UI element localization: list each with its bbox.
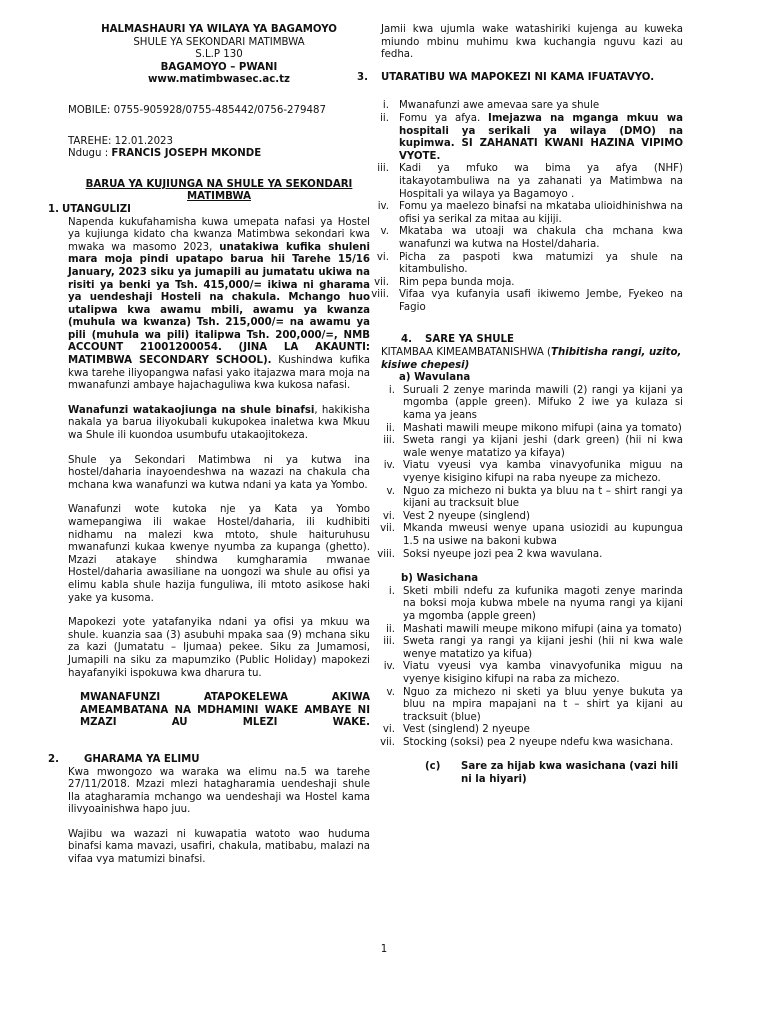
list-item bbox=[371, 460, 683, 485]
item-text: Vifaa vya kufanyia usafi ikiwemo Jembe, Fyekeo na Fagio bbox=[399, 289, 683, 313]
list-item bbox=[371, 687, 683, 725]
right-column bbox=[357, 24, 683, 787]
po-box: S.L.P 130 bbox=[195, 49, 243, 61]
item-text: Nguo za michezo ni bukta ya bluu na t – shirt rangi ya kijani au tracksuit blue bbox=[403, 485, 683, 510]
uniform-intro-text: KITAMBAA KIMEAMBATANISHWA ( bbox=[381, 347, 552, 359]
private-school-text: , hakikisha nakala ya barua iliyokubali kukupokea inaletwa kwa Mkuu wa Shule ili kuondoa usumbufu utakaojitokeza. bbox=[68, 404, 370, 442]
list-item bbox=[371, 636, 683, 661]
item-number: ii. bbox=[386, 623, 395, 635]
boys-heading: a) Wavulana bbox=[399, 372, 471, 384]
item-text: Nguo za michezo ni sketi ya bluu yenye bukuta ya bluu na mpira mapajani na t – shirt ya kijani au tracksuit (blue) bbox=[403, 686, 683, 723]
item-number: v. bbox=[386, 485, 395, 497]
uniform-intro-note: Thibitisha rangi, uzito, kisiwe chepesi) bbox=[381, 347, 682, 371]
list-item bbox=[361, 289, 683, 314]
list-item bbox=[371, 486, 683, 511]
list-item bbox=[371, 549, 683, 562]
section-4-heading bbox=[401, 334, 683, 347]
section-2-title: GHARAMA YA ELIMU bbox=[84, 753, 200, 765]
list-item bbox=[361, 252, 683, 277]
section-3-heading bbox=[357, 72, 683, 85]
item-text: Fomu ya maelezo binafsi na mkataba ulioidhinishwa na ofisi ya serikal za mitaa au kijiji. bbox=[399, 201, 683, 225]
item-text-plain: Fomu ya afya. bbox=[399, 112, 489, 124]
item-text: Mashati mawili meupe mikono mifupi (aina ya tomato) bbox=[403, 623, 682, 635]
list-item bbox=[361, 100, 683, 113]
letter-title-line1: BARUA YA KUJIUNGA NA SHULE YA SEKONDARI bbox=[85, 178, 353, 190]
item-number: vii. bbox=[374, 276, 389, 288]
reception-list bbox=[361, 100, 683, 314]
school-website: www.matimbwasec.ac.tz bbox=[148, 74, 290, 86]
council-name: HALMASHAURI YA WILAYA YA BAGAMOYO bbox=[101, 24, 337, 35]
item-text: Viatu vyeusi vya kamba vinavyofunika miguu na vyenye kisigino kifupi na raba za michezo. bbox=[403, 661, 683, 685]
item-number: i. bbox=[382, 100, 389, 112]
list-item bbox=[361, 113, 683, 163]
page-number: 1 bbox=[380, 944, 388, 955]
section-1-heading bbox=[48, 203, 370, 217]
hijab-heading bbox=[381, 761, 683, 786]
item-number: ii. bbox=[380, 112, 389, 124]
item-text: Mkataba wa utoaji wa chakula cha mchana kwa wanafunzi wa kutwa na Hostel/daharia. bbox=[399, 226, 683, 250]
mobile-numbers: MOBILE: 0755-905928/0755-485442/0756-279487 bbox=[68, 104, 326, 116]
item-number: vi. bbox=[376, 251, 389, 263]
section-2-heading bbox=[48, 753, 370, 767]
intro-text: Napenda kukufahamisha kuwa umepata nafasi ya Hostel ya kujiunga kidato cha kwanza Matimbwa sekondari kwa mwaka wa masomo 2023, bbox=[68, 216, 370, 253]
list-item bbox=[371, 523, 683, 548]
item-text: Suruali 2 zenye marinda mawili (2) rangi ya kijani ya mgomba (apple green). Mifuko 2 iwe ya kulaza si kama ya jeans bbox=[403, 384, 683, 422]
item-number: vi. bbox=[382, 510, 395, 522]
section-4-title: SARE YA SHULE bbox=[425, 334, 514, 346]
item-number: i. bbox=[388, 384, 395, 396]
intro-tail: Kushindwa kufika kwa tarehe iliyopangwa nafasi yako itajazwa mara moja na mwanafunzi ambaye hajachaguliwa kwa kukosa nafasi. bbox=[68, 355, 370, 392]
section-4-number: 4. bbox=[401, 334, 412, 346]
hijab-number: (c) bbox=[425, 761, 441, 773]
list-item bbox=[371, 661, 683, 686]
list-item bbox=[371, 511, 683, 524]
list-item bbox=[371, 586, 683, 624]
list-item bbox=[371, 737, 683, 750]
item-text-bold: Imejazwa na mganga mkuu wa hospitali ya serikali ya wilaya (DMO) na kupimwa. SI ZAHANATI KWANI HAZINA VIPIMO VYOTE. bbox=[399, 112, 683, 162]
section-2-number: 2. bbox=[48, 753, 59, 765]
school-name: SHULE YA SEKONDARI MATIMBWA bbox=[133, 36, 305, 48]
salutation bbox=[68, 148, 370, 161]
intro-paragraph bbox=[68, 217, 370, 393]
item-text: Sketi mbili ndefu za kufunika magoti zenye marinda na boksi moja kubwa mbele na nyuma rangi ya kijani ya mgomba (apple green) bbox=[403, 585, 683, 622]
item-number: i. bbox=[388, 585, 395, 597]
letter-date: TAREHE: 12.01.2023 bbox=[68, 135, 174, 147]
section-3-number: 3. bbox=[357, 71, 368, 83]
guardian-notice: MWANAFUNZI ATAPOKELEWA AKIWA AMEAMBATANA NA MDHAMINI WAKE AMBAYE NI MZAZI AU MLEZI WAKE. bbox=[80, 692, 370, 729]
item-text: Vest 2 nyeupe (singlend) bbox=[403, 510, 530, 522]
private-school-lead: Wanafunzi watakaojiunga na shule binafsi bbox=[68, 404, 315, 416]
item-number: viii. bbox=[377, 548, 395, 560]
school-location: BAGAMOYO – PWANI bbox=[160, 61, 278, 73]
boys-uniform-list bbox=[371, 385, 683, 561]
community-paragraph: Jamii kwa ujumla wake watashiriki kujenga au kuweka miundo mbinu muhimu kwa kuchangia nguvu kazi au fedha. bbox=[381, 24, 683, 61]
section-3-title: UTARATIBU WA MAPOKEZI NI KAMA IFUATAVYO. bbox=[381, 71, 655, 83]
item-text: Soksi nyeupe jozi pea 2 kwa wavulana. bbox=[403, 548, 603, 560]
item-text: Sweta rangi ya kijani jeshi (dark green) (hii ni kwa wale wenye matatizo ya kifaya) bbox=[403, 435, 683, 459]
list-item bbox=[371, 724, 683, 737]
item-number: ii. bbox=[386, 422, 395, 434]
item-text: Kadi ya mfuko wa bima ya afya (NHF) itakayotambuliwa na ya zahanati ya Matimbwa na Hospitali ya wilaya ya Bagamoyo . bbox=[399, 163, 683, 200]
item-text: Mkanda mweusi wenye upana usiozidi au kupungua 1.5 na usiwe na bakoni kubwa bbox=[403, 523, 683, 547]
list-item bbox=[371, 423, 683, 436]
reception-paragraph: Mapokezi yote yatafanyika ndani ya ofisi ya mkuu wa shule. kuanzia saa (3) asubuhi mpaka saa (9) mchana siku za kazi (Jumatatu – Ijumaa) pekee. Siku za Jumamosi, Jumapili na siku za mapumziko (Public Holiday) mapokezi hayafanyiki ispokuwa kwa dharura tu. bbox=[68, 617, 370, 679]
item-text: Picha za paspoti kwa matumizi ya shule na kitambulisho. bbox=[399, 251, 683, 276]
item-number: iv. bbox=[383, 460, 395, 472]
list-item bbox=[361, 201, 683, 226]
list-item bbox=[361, 277, 683, 290]
list-item bbox=[361, 226, 683, 251]
left-column bbox=[48, 24, 370, 867]
item-number: iii. bbox=[383, 636, 395, 648]
list-item bbox=[371, 435, 683, 460]
recipient-name: FRANCIS JOSEPH MKONDE bbox=[111, 148, 262, 160]
item-text: Mwanafunzi awe amevaa sare ya shule bbox=[399, 100, 600, 112]
item-number: iii. bbox=[383, 435, 395, 447]
item-text: Sweta rangi ya rangi ya kijani jeshi (hii ni kwa wale wenye matatizo ya kifua) bbox=[403, 636, 683, 660]
boarding-paragraph: Wanafunzi wote kutoka nje ya Kata ya Yombo wamepangiwa ili wakae Hostel/daharia, ili kudhibiti nidhamu na malezi kwa mtoto, shule haituruhusu mwanafunzi kukaa kwenye nyumba za kupanga (ghetto). Mzazi atakaye shindwa kumgharamia mwanae Hostel/daharia awasiliane na uongozi wa shule au ofisi ya elimu kabla shule hazija funguliwa, ili mtoto asikose haki yake ya kusoma. bbox=[68, 504, 370, 604]
salutation-prefix: Ndugu : bbox=[68, 148, 109, 160]
item-text: Mashati mawili meupe mikono mifupi (aina ya tomato) bbox=[403, 422, 682, 434]
letter-title-line2: MATIMBWA bbox=[187, 191, 251, 203]
item-number: v. bbox=[380, 226, 389, 238]
item-text bbox=[399, 113, 683, 163]
hostel-paragraph: Shule ya Sekondari Matimbwa ni ya kutwa ina hostel/daharia inayoendeshwa na wazazi na chakula cha mchana kwa wanafunzi wa kutwa ndani ya kata ya Yombo. bbox=[68, 454, 370, 491]
intro-payment-details: unatakiwa kufika shuleni mara moja pindi upatapo barua hii Tarehe 15/16 January, 2023 siku ya jumapili au jumatatu ukiwa na risiti ya benki ya Tsh. 415,000/= ikiwa ni gharama ya uendeshaji Hosteli na chakula. Mchango huo utalipwa kwa awamu mbili, awamu ya kwanza (muhula wa kwanza) Tsh. 215,000/= na awamu ya pili (muhula wa pili) italipwa Tsh. 200,000/=, NMB ACCOUNT 21001200054. (JINA LA AKAUNTI: MATIMBWA SECONDARY SCHOOL). bbox=[68, 241, 370, 367]
hijab-title: Sare za hijab kwa wasichana (vazi hili ni la hiyari) bbox=[461, 761, 679, 786]
item-text: Viatu vyeusi vya kamba vinavyofunika miguu na vyenye kisigino kifupi na raba nyeupe za michezo. bbox=[403, 460, 683, 484]
item-number: vii. bbox=[380, 523, 395, 535]
private-school-paragraph bbox=[68, 405, 370, 443]
list-item bbox=[361, 163, 683, 201]
list-item bbox=[371, 624, 683, 637]
list-item bbox=[371, 385, 683, 423]
item-text: Rim pepa bunda moja. bbox=[399, 276, 515, 288]
item-number: iv. bbox=[383, 661, 395, 673]
item-number: viii. bbox=[371, 289, 389, 301]
girls-uniform-list bbox=[371, 586, 683, 750]
item-number: iv. bbox=[377, 201, 389, 213]
girls-heading: b) Wasichana bbox=[401, 573, 479, 585]
section-1-title: UTANGULIZI bbox=[62, 203, 131, 215]
uniform-intro bbox=[381, 347, 683, 372]
item-number: v. bbox=[386, 686, 395, 698]
item-number: iii. bbox=[377, 163, 389, 175]
item-text: Vest (singlend) 2 nyeupe bbox=[403, 724, 530, 736]
item-text: Stocking (soksi) pea 2 nyeupe ndefu kwa wasichana. bbox=[403, 736, 674, 748]
item-number: vi. bbox=[382, 724, 395, 736]
cost-paragraph-1: Kwa mwongozo wa waraka wa elimu na.5 wa tarehe 27/11/2018. Mzazi mlezi hatagharamia uendeshaji shule Ila atagharamia mchango wa uendeshaji wa Hostel kama ilivyoainishwa hapo juu. bbox=[68, 766, 370, 816]
section-1-number: 1. bbox=[48, 203, 59, 215]
cost-paragraph-2: Wajibu wa wazazi ni kuwapatia watoto wao huduma binafsi kama mavazi, usafiri, chakula, matibabu, malazi na vifaa vya matumizi binafsi. bbox=[68, 828, 370, 866]
item-number: vii. bbox=[380, 736, 395, 748]
